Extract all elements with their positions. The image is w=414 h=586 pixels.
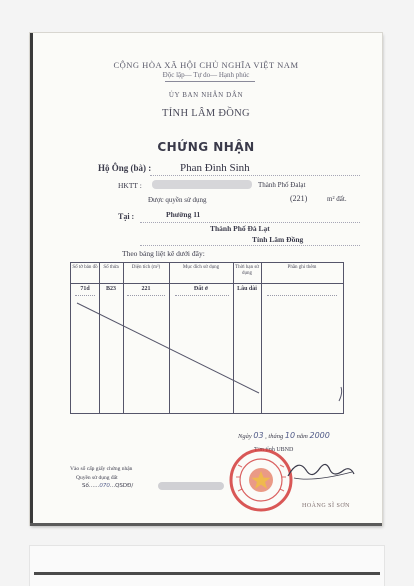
location-city: Thành Phố Đà Lạt <box>210 224 270 233</box>
republic-heading: CỘNG HÒA XÃ HỘI CHỦ NGHĨA VIỆT NAM <box>113 60 299 70</box>
residence-label: HKTT : <box>118 181 142 190</box>
redacted-address <box>152 180 252 189</box>
table-cell-duration: Lâu dài <box>237 286 257 292</box>
table-cell-plot: B23 <box>105 286 116 292</box>
issue-date: Ngày 03 , tháng 10 năm 2000 <box>238 431 330 440</box>
registry-line-3: Số......070...QSDĐ/ <box>82 483 134 489</box>
land-table <box>70 262 344 414</box>
location-ward: Phường 11 <box>166 210 201 219</box>
land-area-number: (221) <box>290 194 308 203</box>
registry-number: 070 <box>99 483 110 489</box>
land-right-label: Được quyền sử dụng <box>148 196 207 204</box>
table-header-plot: Số thửa <box>103 265 119 270</box>
issue-year: 2000 <box>309 431 330 440</box>
certificate-title: CHỨNG NHẬN <box>157 140 255 154</box>
committee-heading: ỦY BAN NHÂN DÂN <box>168 91 244 99</box>
motto: Độc lập— Tự do— Hạnh phúc <box>162 71 250 79</box>
signer-name: HOÀNG SĨ SƠN <box>302 503 351 509</box>
next-page-card <box>30 546 384 586</box>
holder-label: Hộ Ông (bà) : <box>98 163 152 173</box>
table-header-purpose: Mục đích sử dụng <box>182 265 220 270</box>
sheet-shadow-left <box>30 33 33 525</box>
issue-day: 03 <box>253 431 264 440</box>
table-cell-map-sheet: 71d <box>80 286 90 292</box>
table-header-duration: Thời hạn sử dụng <box>235 265 259 276</box>
residence-city: Thành Phố Đalạt <box>258 181 306 189</box>
location-label: Tại : <box>118 212 135 221</box>
signing-authority: T/m tỉnh UBND <box>254 447 294 453</box>
signature-icon <box>284 456 356 486</box>
table-header-map-sheet: Số tờ bản đồ <box>72 265 98 270</box>
redacted-registry <box>158 482 224 490</box>
motto-rule <box>165 81 255 82</box>
sheet-shadow-bottom <box>30 523 382 526</box>
list-intro: Theo bảng liệt kê dưới đây: <box>122 249 205 258</box>
issue-month: 10 <box>284 431 296 440</box>
location-dotted-line-2 <box>140 245 360 246</box>
registry-line-2: Quyền sử dụng đất <box>76 475 118 481</box>
location-province: Tỉnh Lâm Đồng <box>252 235 304 244</box>
province-heading: TỈNH LÂM ĐỒNG <box>162 108 250 119</box>
holder-name: Phan Đình Sinh <box>180 162 250 174</box>
table-header-notes: Phần ghi thêm <box>287 265 317 270</box>
table-cell-area: 221 <box>141 286 151 292</box>
table-cell-purpose: Đất ở <box>193 286 209 292</box>
registry-line-1: Vào sổ cấp giấy chứng nhận <box>70 466 133 472</box>
land-area-unit: m² đất. <box>327 195 347 203</box>
table-header-area: Diện tích (m²) <box>131 265 161 270</box>
holder-dotted-line <box>150 175 360 176</box>
location-dotted-line <box>140 222 360 223</box>
table-strike-line <box>71 263 343 413</box>
